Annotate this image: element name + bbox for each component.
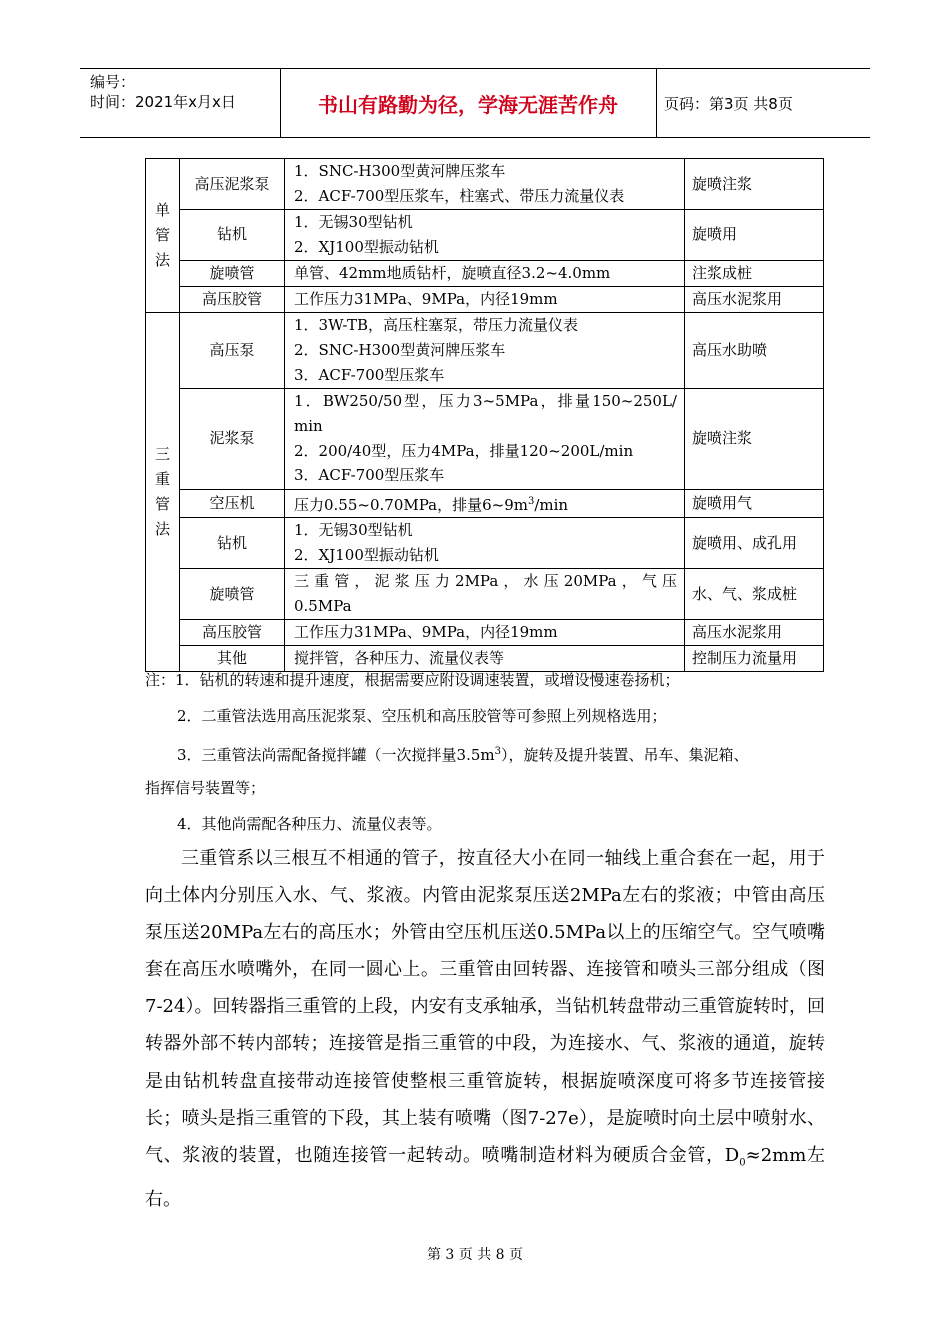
equipment-use: 旋喷注浆 — [685, 159, 824, 210]
equipment-spec: 1．无锡30型钻机 2．XJ100型振动钻机 — [285, 210, 685, 261]
equipment-spec: 压力0.55~0.70MPa，排量$6\sim 9m^3/\min$ — [285, 489, 685, 518]
equipment-use: 高压水泥浆用 — [685, 620, 824, 646]
header-divider — [656, 69, 657, 137]
equipment-name: 旋喷管 — [180, 260, 285, 286]
body-paragraph — [145, 840, 825, 1219]
equipment-name: 泥浆泵 — [180, 388, 285, 489]
equipment-use: 注浆成桩 — [685, 260, 824, 286]
doc-date: 时间：2021年x月x日 — [90, 93, 236, 111]
equipment-spec: 工作压力31MPa、9MPa，内径19mm — [285, 620, 685, 646]
header-motto: 书山有路勤为径，学海无涯苦作舟 — [318, 92, 618, 117]
equipment-use: 旋喷用 — [685, 210, 824, 261]
equipment-use: 高压水助喷 — [685, 312, 824, 388]
header-page-info: 页码：第3页 共8页 — [664, 94, 793, 113]
equipment-spec: 1．SNC-H300型黄河牌压浆车 2．ACF-700型压浆车，柱塞式、带压力流量仪表 — [285, 159, 685, 210]
note-3: 3．三重管法尚需配备搅拌罐（一次搅拌量$3.5m^3$），旋转及提升装置、吊车、集泥箱、 — [177, 746, 749, 764]
equipment-use: 水、气、浆成桩 — [685, 569, 824, 620]
equipment-use: 旋喷用气 — [685, 489, 824, 518]
equipment-name: 旋喷管 — [180, 569, 285, 620]
equipment-spec: 1．3W-TB，高压柱塞泵，带压力流量仪表 2．SNC-H300型黄河牌压浆车 3．ACF-700型压浆车 — [285, 312, 685, 388]
paragraph-tail: ≈2mm左右。 — [145, 1144, 825, 1211]
note-4: 4．其他尚需配各种压力、流量仪表等。 — [177, 815, 442, 833]
table-row — [146, 489, 824, 518]
equipment-use: 旋喷注浆 — [685, 388, 824, 489]
equipment-name: 空压机 — [180, 489, 285, 518]
equipment-name: 钻机 — [180, 518, 285, 569]
table-row — [146, 388, 824, 489]
equipment-spec: 单管、42mm地质钻杆，旋喷直径3.2~4.0mm — [285, 260, 685, 286]
equipment-name: 高压胶管 — [180, 286, 285, 312]
equipment-name: 高压泥浆泵 — [180, 159, 285, 210]
equipment-name: 高压胶管 — [180, 620, 285, 646]
table-row — [146, 620, 824, 646]
table-row — [146, 210, 824, 261]
note-3-continued: 指挥信号装置等； — [145, 779, 266, 797]
page-footer: 第 3 页 共 8 页 — [426, 1247, 524, 1263]
paragraph-text: 三重管系以三根互不相通的管子，按直径大小在同一轴线上重合套在一起，用于向土体内分别压入水、气、浆液。内管由泥浆泵压送2MPa左右的浆液；中管由高压泵压送20MPa左右的高压水；外管由空压机压送0.5MPa以上的压缩空气。空气喷嘴套在高压水喷嘴外，在同一圆心上。三重管由回转器、连接管和喷头三部分组成（图7-24）。回转器指三重管的上段，内安有支承轴承，当钻机转盘带动三重管旋转时，回转器外部不转内部转；连接管是指三重管的中段，为连接水、气、浆液的通道，旋转是由钻机转盘直接带动连接管使整根三重管旋转，根据旋喷深度可将多节连接管接长；喷头是指三重管的下段，其上装有喷嘴（图7-27e），是旋喷时向土层中喷射水、气、浆液的装置，也随连接管一起转动。喷嘴制造材料为硬质合金管，D — [145, 848, 825, 1166]
equipment-name: 钻机 — [180, 210, 285, 261]
equipment-spec: 搅拌管，各种压力、流量仪表等 — [285, 646, 685, 672]
header-meta — [90, 72, 280, 112]
table-row — [146, 569, 824, 620]
equipment-name: 高压泵 — [180, 312, 285, 388]
table-notes — [145, 670, 825, 850]
equipment-table — [145, 158, 824, 672]
page-header — [80, 68, 870, 138]
table-row — [146, 159, 824, 210]
equipment-spec: 1．无锡30型钻机 2．XJ100型振动钻机 — [285, 518, 685, 569]
group-label-single: 单 管 法 — [146, 159, 180, 313]
equipment-use: 旋喷用、成孔用 — [685, 518, 824, 569]
equipment-spec: 工作压力31MPa、9MPa，内径19mm — [285, 286, 685, 312]
table-row — [146, 312, 824, 388]
note-2: 2．二重管法选用高压泥浆泵、空压机和高压胶管等可参照上列规格选用； — [177, 707, 667, 725]
equipment-name: 其他 — [180, 646, 285, 672]
table-row — [146, 260, 824, 286]
equipment-spec: 三重管，泥浆压力2MPa，水压20MPa，气压 0.5MPa — [285, 569, 685, 620]
table-row — [146, 518, 824, 569]
table-row — [146, 646, 824, 672]
note-1: 注：1．钻机的转速和提升速度，根据需要应附设调速装置，或增设慢速卷扬机； — [145, 671, 680, 689]
equipment-spec: 1．BW250/50型，压力3~5MPa，排量150~250L/ min 2．200/40型，压力4MPa，排量120~200L/min 3．ACF-700型压浆车 — [285, 388, 685, 489]
paragraph-subscript: 0 — [739, 1157, 746, 1169]
doc-code-label: 编号： — [90, 73, 136, 91]
group-label-triple: 三 重 管 法 — [146, 312, 180, 671]
equipment-use: 高压水泥浆用 — [685, 286, 824, 312]
table-row — [146, 286, 824, 312]
equipment-use: 控制压力流量用 — [685, 646, 824, 672]
